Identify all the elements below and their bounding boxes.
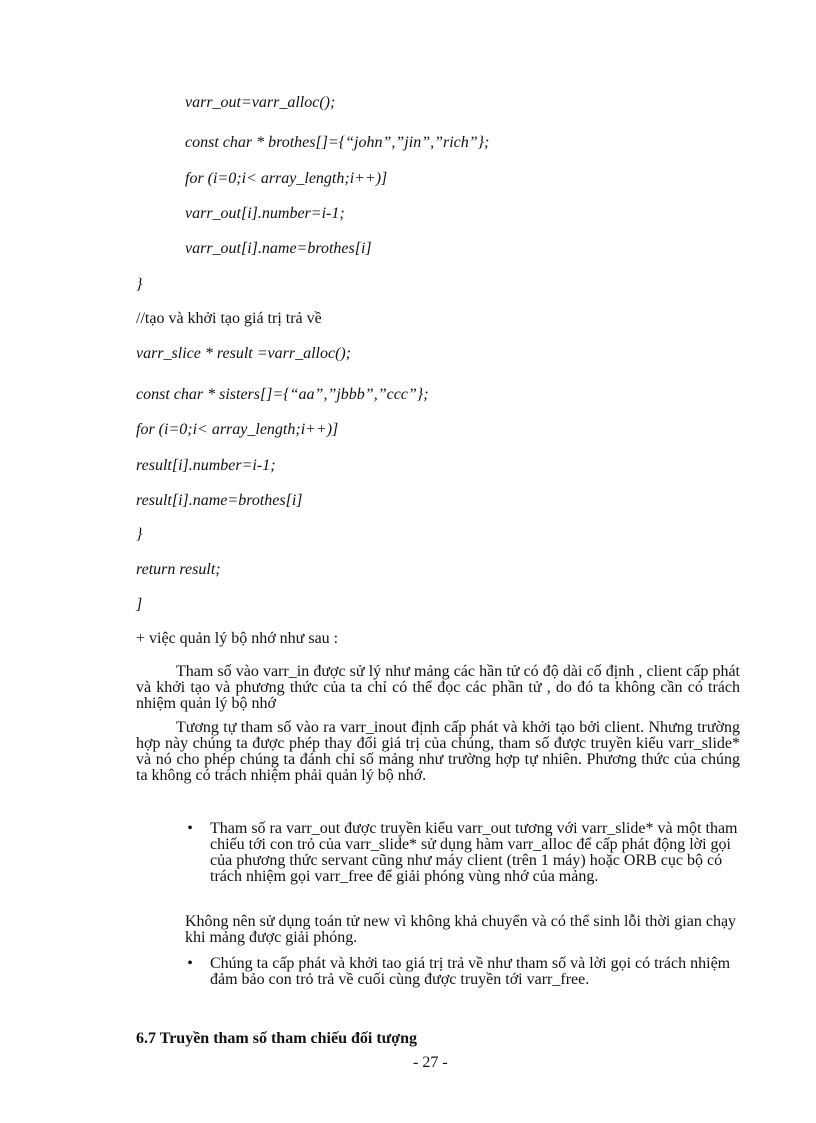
bullet-text: Chúng ta cấp phát và khởi tao giá trị trả về như tham số và lời gọi có trách nhiệm đảm bảo con trỏ trả về cuối cùng được truyền tới varr_free. — [210, 955, 731, 988]
note-new-operator: Không nên sử dụng toán tử new vì không khả chuyển và có thể sinh lỗi thời gian chạy khi mảng được giải phóng. — [185, 913, 737, 946]
code-line-11: result[i].name=brothes[i] — [136, 492, 303, 509]
memory-management-intro: + việc quản lý bộ nhớ như sau : — [136, 630, 339, 647]
code-line-13: return result; — [136, 561, 221, 578]
bullet-item-varr-out — [180, 821, 740, 903]
code-line-14: ] — [136, 596, 143, 613]
bullet-dot: • — [187, 820, 193, 837]
code-line-4: varr_out[i].number=i-1; — [185, 205, 345, 222]
code-line-1: varr_out=varr_alloc(); — [185, 94, 336, 111]
code-line-9: for (i=0;i< array_length;i++)] — [136, 421, 339, 438]
comment-line: //tạo và khởi tạo giá trị trả về — [136, 310, 322, 327]
code-line-12: } — [136, 526, 143, 543]
code-line-7: varr_slice * result =varr_alloc(); — [136, 345, 352, 362]
code-line-8: const char * sisters[]={“aa”,”jbbb”,”ccc”}; — [136, 386, 429, 403]
bullet-dot: • — [187, 955, 193, 972]
code-line-3: for (i=0;i< array_length;i++)] — [185, 170, 388, 187]
paragraph-varr-in: Tham số vào varr_in được sử lý như mảng các hần tử có độ dài cố định , client cấp phát và khởi tạo và phương thức của ta chỉ có thể đọc các phần tử , do đó ta không cần có trách nhiệm quản lý bộ nhớ — [136, 663, 740, 712]
code-line-2: const char * brothes[]={“john”,”jin”,”rich”}; — [185, 134, 490, 151]
bullet-item-return-value — [180, 956, 740, 1006]
page-number: - 27 - — [413, 1054, 448, 1071]
code-line-5: varr_out[i].name=brothes[i] — [185, 240, 372, 257]
code-line-6: } — [136, 276, 143, 293]
code-line-10: result[i].number=i-1; — [136, 457, 276, 474]
section-heading: 6.7 Truyền tham số tham chiếu đối tượng — [136, 1030, 418, 1047]
paragraph-varr-inout: Tương tự tham số vào ra varr_inout định cấp phát và khởi tạo bởi client. Nhưng trường hợp này chúng ta được phép thay đổi giá trị của chúng, tham số được truyền kiểu varr_slide* và nó cho phép chúng ta đánh chỉ số mảng như trường hợp tự nhiên. Phương thức của chúng ta không có trách nhiệm phải quản lý bộ nhớ. — [136, 719, 740, 784]
bullet-text: Tham số ra varr_out được truyền kiểu varr_out tương với varr_slide* và một tham chiếu tới con trỏ của varr_slide* sử dụng hàm varr_alloc để cấp phát động lời gọi của phương thức servant cũng như máy client (trên 1 máy) hoặc ORB cục bộ có trách nhiệm gọi varr_free để giải phóng vùng nhớ của mảng. — [210, 820, 738, 885]
